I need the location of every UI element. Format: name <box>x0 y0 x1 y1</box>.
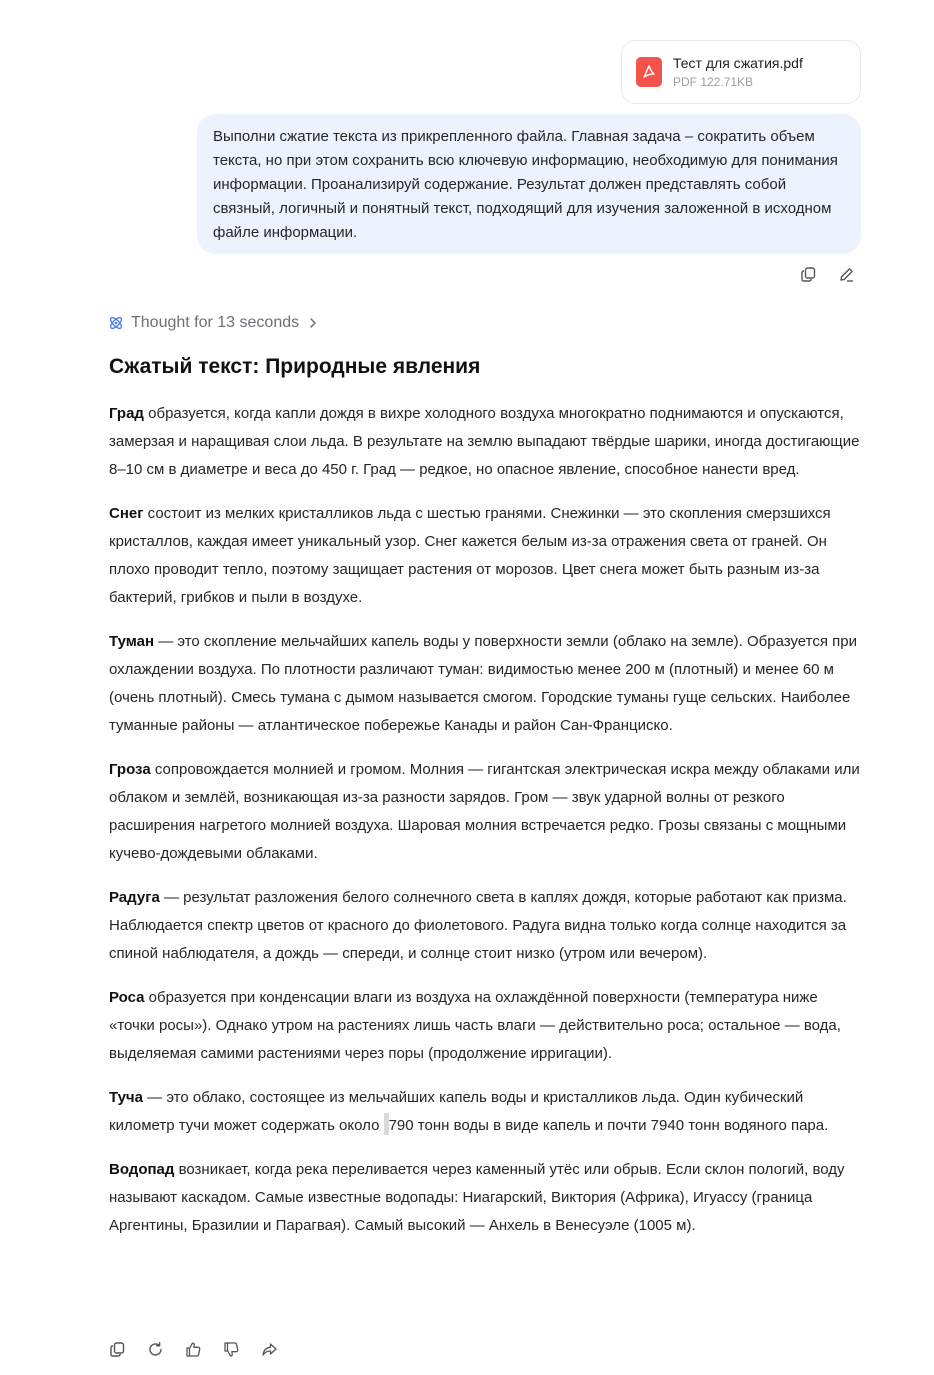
text-cloud: — это облако, состоящее из мельчайших капель воды и кристалликов льда. Один кубический километр тучи может содержать около <box>109 1089 804 1134</box>
term-thunderstorm: Гроза <box>109 761 151 778</box>
term-dew: Роса <box>109 989 145 1006</box>
regenerate-button[interactable] <box>145 1339 165 1359</box>
paragraph-thunderstorm <box>109 756 861 868</box>
share-button[interactable] <box>259 1339 279 1359</box>
share-icon <box>261 1341 278 1358</box>
term-fog: Туман <box>109 633 155 650</box>
term-snow: Снег <box>109 505 144 522</box>
paragraph-cloud <box>109 1084 861 1140</box>
thought-toggle[interactable] <box>108 312 317 334</box>
text-dew: образуется при конденсации влаги из воздуха на охлаждённой поверхности (температура ниже «точки росы»). Однако утром на растениях лишь часть влаги — действительно роса; остальное — вода, выделяемая самими растениями через поры (продолжение ирригации). <box>109 989 841 1062</box>
attachment-size: PDF 122.71KB <box>673 75 754 89</box>
user-message: Выполни сжатие текста из прикрепленного файла. Главная задача – сократить объем текста, но при этом сохранить всю ключевую информацию, необходимую для понимания информации. Проанализируй содержание. Результат должен представлять собой связный, логичный и понятный текст, подходящий для изучения заложенной в исходном файле информации. <box>197 114 861 254</box>
copy-icon <box>109 1341 126 1358</box>
answer-body <box>109 400 861 1256</box>
paragraph-dew <box>109 984 861 1068</box>
pdf-icon <box>636 57 662 87</box>
answer-title: Сжатый текст: Природные явления <box>109 355 481 378</box>
paragraph-snow <box>109 500 861 612</box>
attachment-card[interactable] <box>621 40 861 104</box>
text-hail: образуется, когда капли дождя в вихре холодного воздуха многократно поднимаются и опускаются, замерзая и наращивая слои льда. В результате на землю выпадают твёрдые шарики, иногда достигающие 8–10 см в диаметре и веса до 450 г. Град — редкое, но опасное явление, способное нанести вред. <box>109 405 860 478</box>
text-fog: — это скопление мельчайших капель воды у поверхности земли (облако на земле). Образуется при охлаждении воздуха. По плотности различают туман: видимостью менее 200 м (плотный) и менее 60 м (очень плотный). Смесь тумана с дымом называется смогом. Городские туманы гуще сельских. Наиболее туманные районы — атлантическое побережье Канады и район Сан-Франциско. <box>109 633 857 734</box>
refresh-icon <box>147 1341 164 1358</box>
pencil-icon <box>838 266 855 283</box>
answer-actions <box>107 1339 279 1359</box>
text-thunderstorm: сопровождается молнией и громом. Молния — гигантская электрическая искра между облаками или облаком и землёй, возникающая из-за разности зарядов. Гром — звук ударной волны от резкого расширения нагретого молнией воздуха. Шаровая молния встречается редко. Грозы связаны с мощными кучево-дождевыми облаками. <box>109 761 860 862</box>
text-rainbow: — результат разложения белого солнечного света в каплях дождя, которые работают как призма. Наблюдается спектр цветов от красного до фиолетового. Радуга видна только когда солнце находится за спиной наблюдателя, а дождь — спереди, и солнце стоит низко (утром или вечером). <box>109 889 847 962</box>
atom-icon <box>108 315 124 331</box>
text-snow: состоит из мелких кристалликов льда с шестью гранями. Снежинки — это скопления смерзшихся кристаллов, каждая имеет уникальный узор. Снег кажется белым из-за отражения света от граней. Он плохо проводит тепло, поэтому защищает растения от морозов. Цвет снега может быть разным из-за бактерий, грибков и пыли в воздухе. <box>109 505 831 606</box>
dislike-button[interactable] <box>221 1339 241 1359</box>
term-cloud: Туча <box>109 1089 143 1106</box>
attachment-name: Тест для сжатия.pdf <box>673 55 803 71</box>
term-waterfall: Водопад <box>109 1161 175 1178</box>
edit-message-button[interactable] <box>836 264 856 284</box>
thumbs-up-icon <box>185 1341 202 1358</box>
copy-icon <box>800 266 817 283</box>
paragraph-waterfall <box>109 1156 861 1240</box>
copy-answer-button[interactable] <box>107 1339 127 1359</box>
text-cloud-cont: 790 тонн воды в виде капель и почти 7940 тонн водяного пара. <box>388 1117 829 1134</box>
term-rainbow: Радуга <box>109 889 160 906</box>
thumbs-down-icon <box>223 1341 240 1358</box>
thought-label: Thought for 13 seconds <box>131 314 300 331</box>
paragraph-rainbow <box>109 884 861 968</box>
copy-message-button[interactable] <box>798 264 818 284</box>
chevron-right-icon <box>309 317 317 329</box>
paragraph-fog <box>109 628 861 740</box>
term-hail: Град <box>109 405 144 422</box>
text-waterfall: возникает, когда река переливается через каменный утёс или обрыв. Если склон пологий, воду называют каскадом. Самые известные водопады: Ниагарский, Виктория (Африка), Игуассу (граница Аргентины, Бразилии и Парагвая). Самый высокий — Анхель в Венесуэле (1005 м). <box>109 1161 845 1234</box>
user-message-actions <box>798 264 856 284</box>
like-button[interactable] <box>183 1339 203 1359</box>
paragraph-hail <box>109 400 861 484</box>
